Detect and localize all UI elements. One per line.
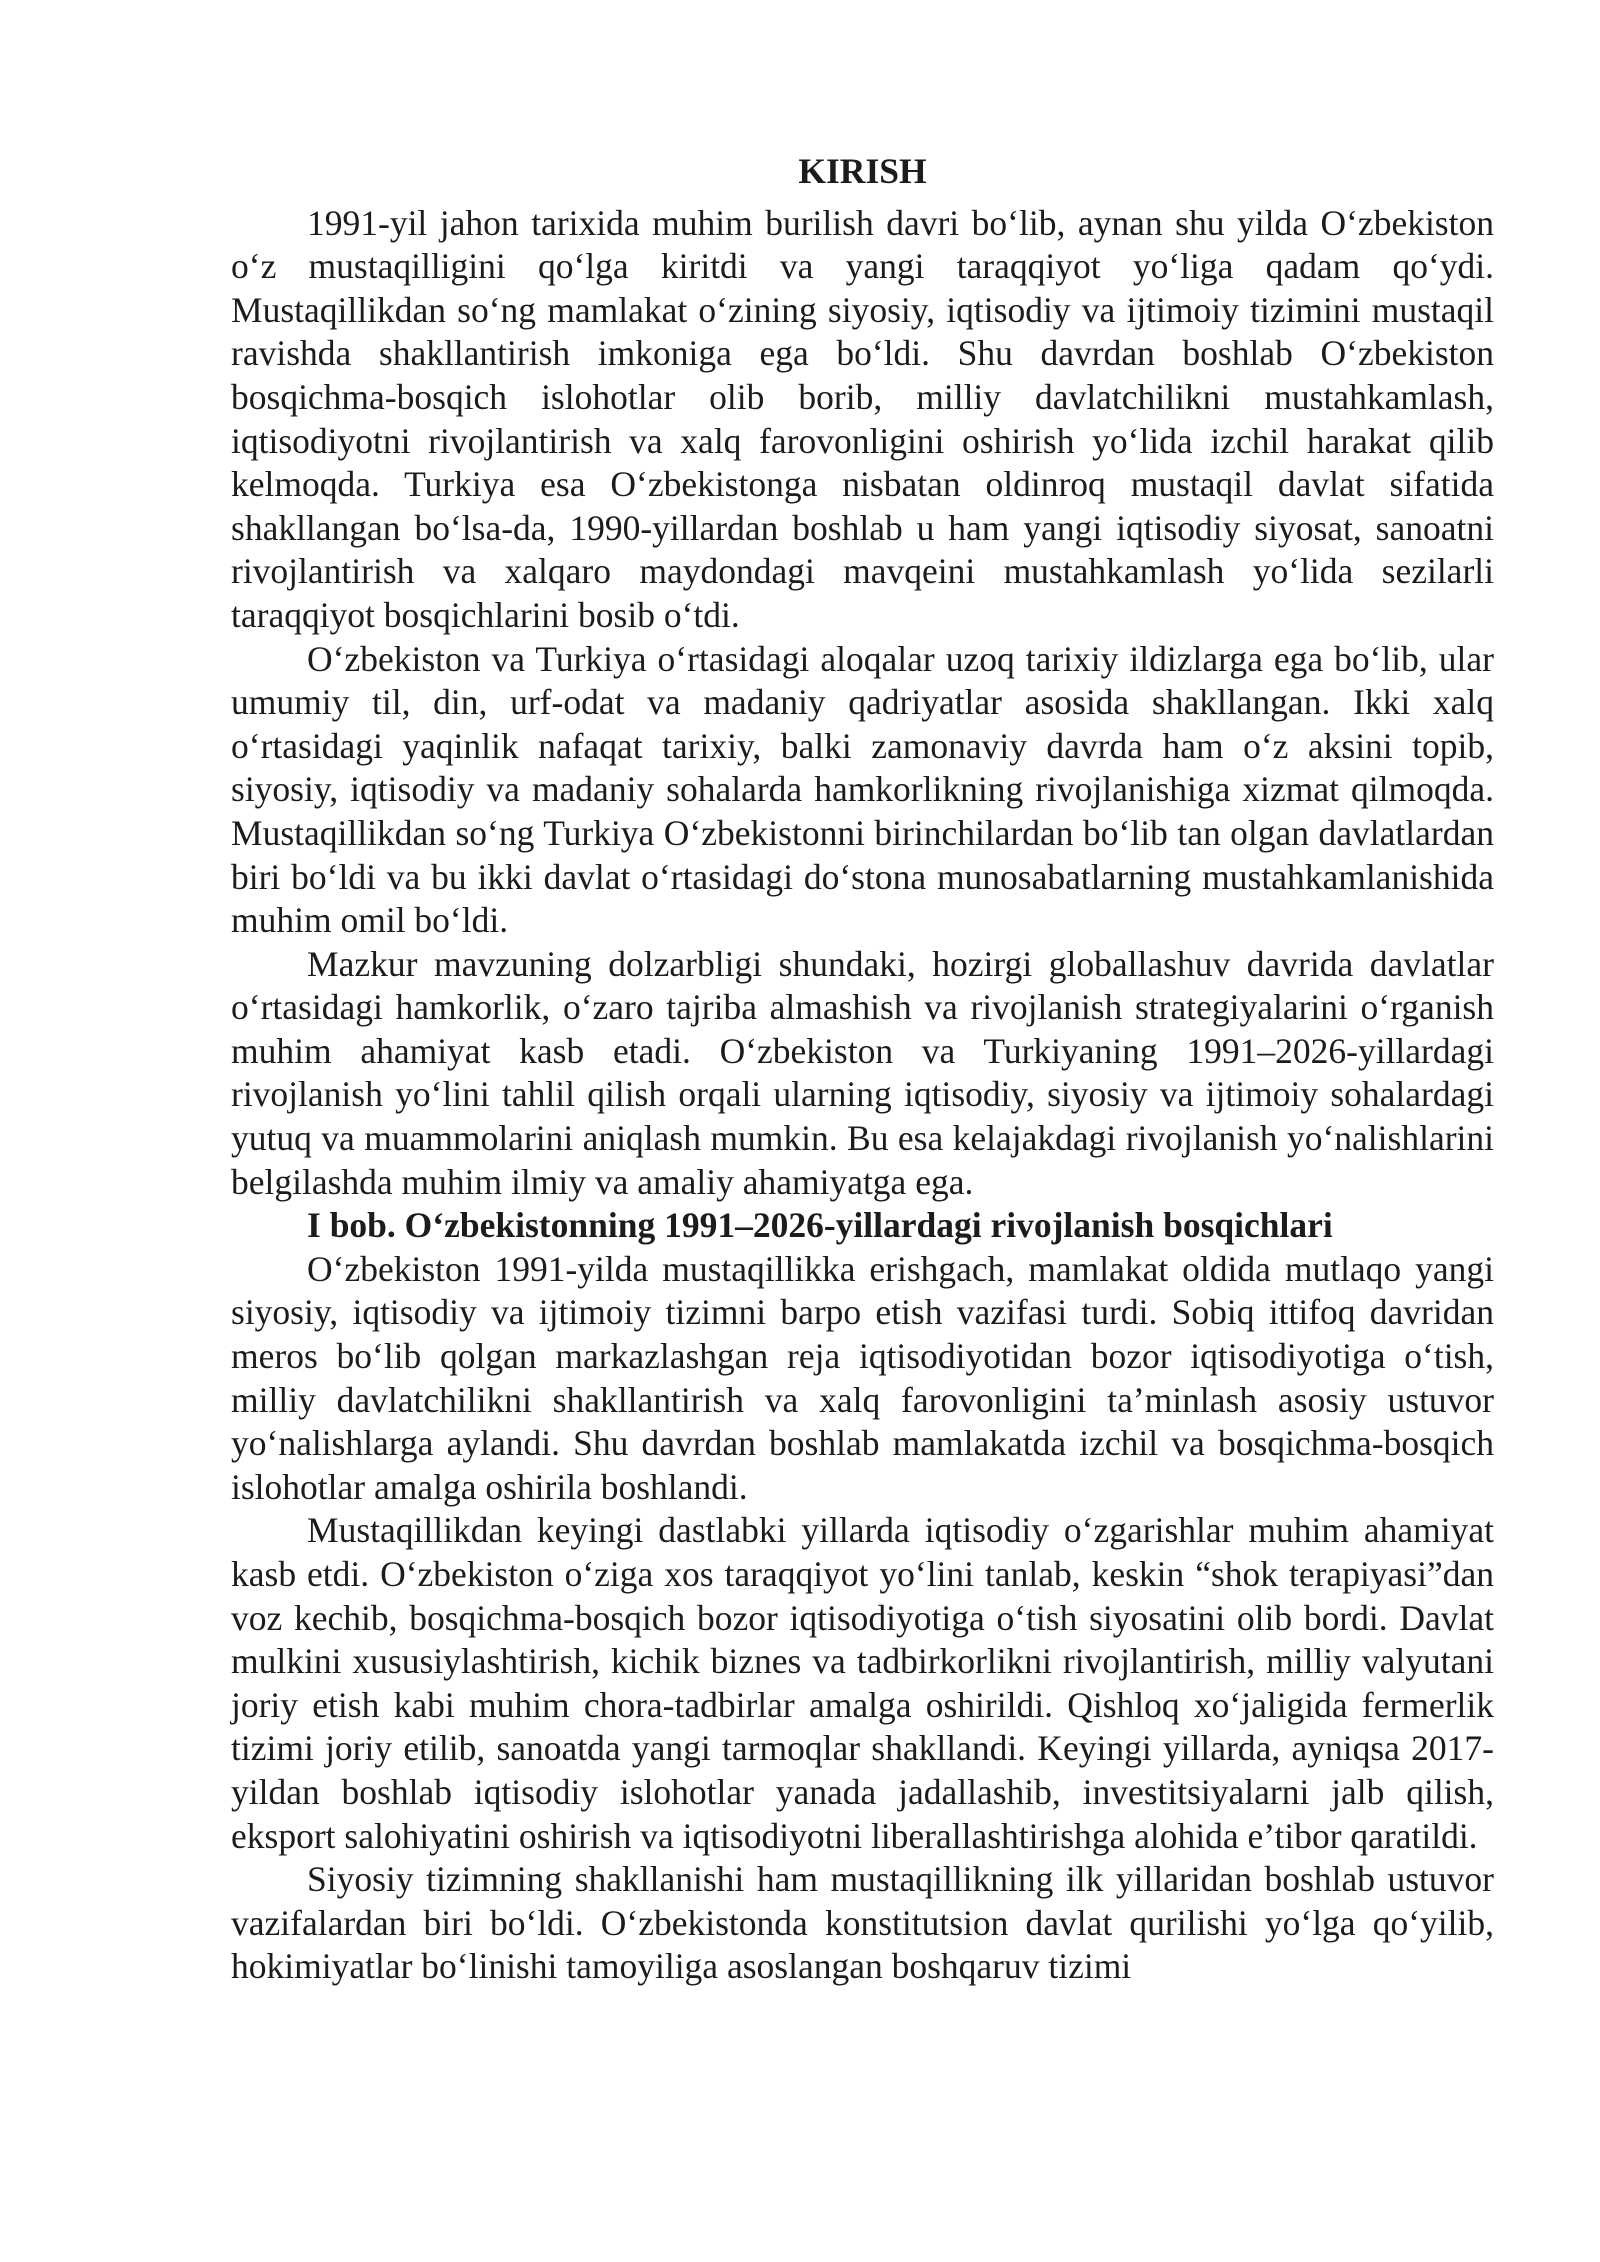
document-page <box>231 150 1494 1989</box>
chapter-paragraph-3: Siyosiy tizimning shakllanishi ham mustaqillikning ilk yillaridan boshlab ustuvor vazifalardan biri bo‘ldi. O‘zbekistonda konstitutsion davlat qurilishi yo‘lga qo‘yilib, hokimiyatlar bo‘linishi tamoyiliga asoslangan boshqaruv tizimi <box>231 1859 1494 1987</box>
intro-paragraph-2: O‘zbekiston va Turkiya o‘rtasidagi aloqalar uzoq tarixiy ildizlarga ega bo‘lib, ular umumiy til, din, urf-odat va madaniy qadriyatlar asosida shakllangan. Ikki xalq o‘rtasidagi yaqinlik nafaqat tarixiy, balki zamonaviy davrda ham o‘z aksini topib, siyosiy, iqtisodiy va madaniy sohalarda hamkorlikning rivojlanishiga xizmat qilmoqda. Mustaqillikdan so‘ng Turkiya O‘zbekistonni birinchilardan bo‘lib tan olgan davlatlardan biri bo‘ldi va bu ikki davlat o‘rtasidagi do‘stona munosabatlarning mustahkamlanishida muhim omil bo‘ldi. <box>231 638 1494 941</box>
chapter-paragraph-2: Mustaqillikdan keyingi dastlabki yillarda iqtisodiy o‘zgarishlar muhim ahamiyat kasb etdi. O‘zbekiston o‘ziga xos taraqqiyot yo‘lini tanlab, keskin “shok terapiyasi”dan voz kechib, bosqichma-bosqich bozor iqtisodiyotiga o‘tish siyosatini olib bordi. Davlat mulkini xususiylashtirish, kichik biznes va tadbirkorlikni rivojlantirish, milliy valyutani joriy etish kabi muhim chora-tadbirlar amalga oshirildi. Qishloq xo‘jaligida fermerlik tizimi joriy etilib, sanoatda yangi tarmoqlar shakllandi. Keyingi yillarda, ayniqsa 2017-yildan boshlab iqtisodiy islohotlar yanada jadallashib, investitsiyalarni jalb qilish, eksport salohiyatini oshirish va iqtisodiyotni liberallashtirishga alohida e’tibor qaratildi. <box>231 1510 1494 1856</box>
intro-paragraph-1: 1991-yil jahon tarixida muhim burilish davri bo‘lib, aynan shu yilda O‘zbekiston o‘z mustaqilligini qo‘lga kiritdi va yangi taraqqiyot yo‘liga qadam qo‘ydi. Mustaqillikdan so‘ng mamlakat o‘zining siyosiy, iqtisodiy va ijtimoiy tizimini mustaqil ravishda shakllantirish imkoniga ega bo‘ldi. Shu davrdan boshlab O‘zbekiston bosqichma-bosqich islohotlar olib borib, milliy davlatchilikni mustahkamlash, iqtisodiyotni rivojlantirish va xalq farovonligini oshirish yo‘lida izchil harakat qilib kelmoqda. Turkiya esa O‘zbekistonga nisbatan oldinroq mustaqil davlat sifatida shakllangan bo‘lsa-da, 1990-yillardan boshlab u ham yangi iqtisodiy siyosat, sanoatni rivojlantirish va xalqaro maydondagi mavqeini mustahkamlash yo‘lida sezilarli taraqqiyot bosqichlarini bosib o‘tdi. <box>231 202 1494 635</box>
intro-paragraph-3: Mazkur mavzuning dolzarbligi shundaki, hozirgi globallashuv davrida davlatlar o‘rtasidagi hamkorlik, o‘zaro tajriba almashish va rivojlanish strategiyalarini o‘rganish muhim ahamiyat kasb etadi. O‘zbekiston va Turkiyaning 1991–2026-yillardagi rivojlanish yo‘lini tahlil qilish orqali ularning iqtisodiy, siyosiy va ijtimoiy sohalardagi yutuq va muammolarini aniqlash mumkin. Bu esa kelajakdagi rivojlanish yo‘nalishlarini belgilashda muhim ilmiy va amaliy ahamiyatga ega. <box>231 943 1494 1202</box>
chapter-heading: I bob. O‘zbekistonning 1991–2026-yillardagi rivojlanish bosqichlari <box>307 1205 1333 1246</box>
page-title: KIRISH <box>798 151 927 191</box>
chapter-paragraph-1: O‘zbekiston 1991-yilda mustaqillikka erishgach, mamlakat oldida mutlaqo yangi siyosiy, iqtisodiy va ijtimoiy tizimni barpo etish vazifasi turdi. Sobiq ittifoq davridan meros bo‘lib qolgan markazlashgan reja iqtisodiyotidan bozor iqtisodiyotiga o‘tish, milliy davlatchilikni shakllantirish va xalq farovonligini ta’minlash asosiy ustuvor yo‘nalishlarga aylandi. Shu davrdan boshlab mamlakatda izchil va bosqichma-bosqich islohotlar amalga oshirila boshlandi. <box>231 1248 1494 1507</box>
